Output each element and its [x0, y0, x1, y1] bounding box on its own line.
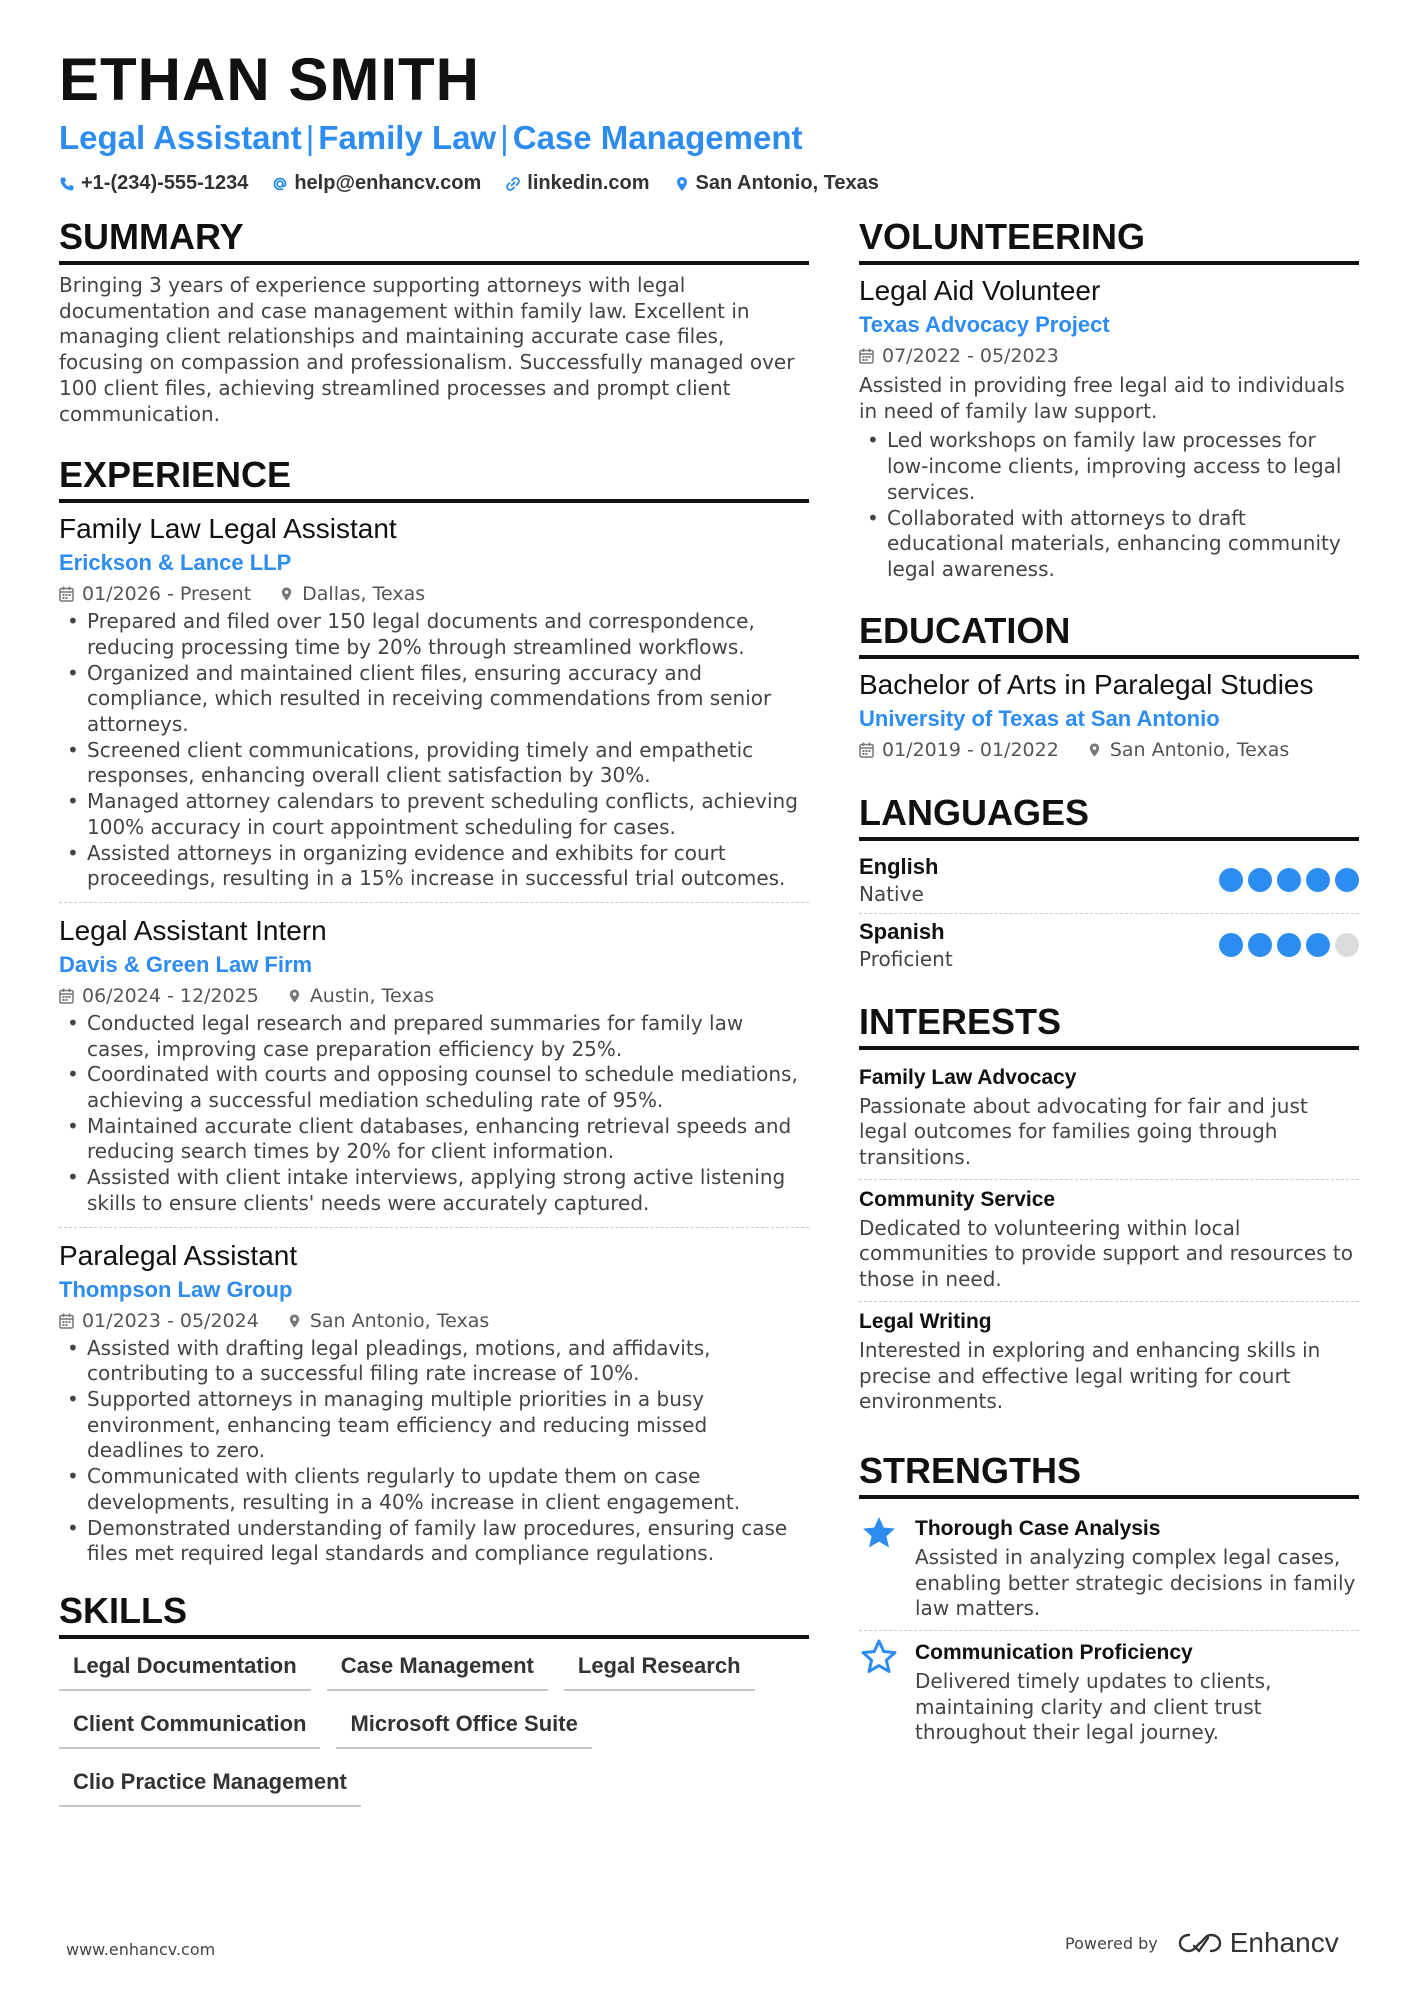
school-name: University of Texas at San Antonio — [859, 705, 1220, 731]
education-meta — [859, 735, 1359, 765]
skills-section — [59, 1589, 809, 1807]
skill-tag: Clio Practice Management — [59, 1763, 361, 1807]
location-text: Austin, Texas — [309, 984, 435, 1007]
contact-location — [674, 172, 879, 195]
strengths-section — [859, 1449, 1359, 1754]
bullet-item: • Conducted legal research and prepared summaries for family law cases, improving case preparation efficiency by 25%. — [59, 1011, 809, 1062]
bullet-item: • Assisted with drafting legal pleadings, motions, and affidavits, contributing to a successful filing rate increase of 10%. — [59, 1336, 809, 1387]
location-pin-icon — [279, 586, 294, 602]
right-column — [859, 215, 1359, 1754]
job-meta — [59, 981, 809, 1011]
job-title: Legal Assistant Intern — [59, 914, 327, 946]
rating-dot-filled — [1335, 868, 1359, 892]
link-icon — [505, 176, 521, 192]
linkedin-link: linkedin.com — [527, 172, 650, 194]
interest-item — [859, 1058, 1359, 1180]
skill-tag: Microsoft Office Suite — [336, 1705, 591, 1749]
location-pin-icon — [287, 1313, 302, 1329]
footer-website[interactable]: www.enhancv.com — [66, 1940, 216, 1959]
bullet-item: • Communicated with clients regularly to update them on case developments, resulting in a 40% increase in client engagement. — [59, 1464, 809, 1515]
language-level: Proficient — [859, 946, 953, 971]
rating-dot-filled — [1248, 868, 1272, 892]
location-pin-icon — [1087, 742, 1102, 758]
education-section — [859, 609, 1359, 765]
company-name: Erickson & Lance LLP — [59, 550, 292, 576]
calendar-icon — [859, 742, 874, 758]
star-outline-icon — [859, 1637, 899, 1677]
job-meta — [59, 1306, 809, 1336]
location-text: Dallas, Texas — [302, 583, 426, 606]
degree: Bachelor of Arts in Paralegal Studies — [859, 668, 1314, 700]
bullet-item: • Assisted attorneys in organizing evidence and exhibits for court proceedings, resulting in a 15% increase in successful trial outcomes. — [59, 841, 809, 892]
brand-logo[interactable] — [1178, 1927, 1339, 1959]
bullet-item: • Managed attorney calendars to prevent scheduling conflicts, achieving 100% accuracy in court appointment scheduling for cases. — [59, 789, 809, 840]
calendar-icon — [59, 1313, 74, 1329]
at-icon — [272, 176, 288, 192]
star-filled-icon — [859, 1513, 899, 1553]
location-text: San Antonio, Texas — [695, 172, 879, 194]
language-info — [859, 853, 938, 907]
volunteer-role: Legal Aid Volunteer — [859, 275, 1101, 306]
dates-text: 01/2026 - Present — [82, 583, 252, 606]
job-location — [279, 579, 425, 609]
bullet-item: • Led workshops on family law processes for low-income clients, improving access to legal services. — [859, 428, 1359, 505]
rating-dot-filled — [1277, 868, 1301, 892]
company-name: Davis & Green Law Firm — [59, 951, 313, 977]
phone-icon — [59, 176, 75, 192]
interest-item — [859, 1302, 1359, 1423]
job-title: Family Law Legal Assistant — [59, 513, 397, 545]
job-location — [287, 981, 434, 1011]
language-rating — [1219, 933, 1359, 957]
calendar-icon — [59, 586, 74, 602]
experience-section — [59, 453, 809, 1577]
summary-section — [59, 215, 809, 427]
enhancv-logo-icon — [1178, 1932, 1222, 1954]
language-info — [859, 918, 953, 972]
brand-name: Enhancv — [1229, 1927, 1339, 1958]
company-name: Thompson Law Group — [59, 1276, 293, 1302]
dates-text: 06/2024 - 12/2025 — [82, 984, 259, 1007]
volunteer-bullets — [859, 428, 1359, 582]
bullet-item: • Screened client communications, providing timely and empathetic responses, enhancing overall client satisfaction by 30%. — [59, 738, 809, 789]
job-bullets — [59, 1011, 809, 1217]
rating-dot-filled — [1219, 933, 1243, 957]
location-text: San Antonio, Texas — [309, 1309, 490, 1332]
bullet-item: • Maintained accurate client databases, enhancing retrieval speeds and reducing search times by 20% for client information. — [59, 1114, 809, 1165]
interest-title: Legal Writing — [859, 1309, 992, 1333]
job-meta — [59, 579, 809, 609]
strength-title: Thorough Case Analysis — [915, 1516, 1161, 1540]
rating-dot-empty — [1335, 933, 1359, 957]
dates-text: 01/2019 - 01/2022 — [882, 738, 1059, 761]
left-column — [59, 215, 809, 1807]
language-rating — [1219, 868, 1359, 892]
interests-section — [859, 1000, 1359, 1423]
experience-entry — [59, 1238, 809, 1577]
skill-tag: Client Communication — [59, 1705, 320, 1749]
volunteer-meta — [859, 341, 1359, 371]
bullet-item: • Demonstrated understanding of family law procedures, ensuring case files met required legal standards and compliance regulations. — [59, 1516, 809, 1567]
email-address: help@enhancv.com — [294, 172, 482, 194]
powered-by-label: Powered by — [1065, 1933, 1158, 1953]
contact-phone[interactable] — [59, 172, 248, 195]
bullet-item: • Collaborated with attorneys to draft educational materials, enhancing community legal awareness. — [859, 506, 1359, 583]
dates-text: 07/2022 - 05/2023 — [882, 345, 1059, 367]
phone-number: +1-(234)-555-1234 — [81, 172, 249, 194]
section-heading-experience: EXPERIENCE — [59, 453, 809, 503]
section-heading-strengths: STRENGTHS — [859, 1449, 1359, 1499]
calendar-icon — [59, 988, 74, 1004]
contact-linkedin[interactable] — [505, 172, 649, 195]
skill-tag: Legal Documentation — [59, 1647, 311, 1691]
job-dates — [59, 579, 251, 609]
experience-entry — [59, 913, 809, 1228]
candidate-name: ETHAN SMITH — [59, 46, 480, 113]
rating-dot-filled — [1219, 868, 1243, 892]
skill-tag: Legal Research — [564, 1647, 755, 1691]
bullet-item: • Assisted with client intake interviews, applying strong active listening skills to ensure clients' needs were accurately captured. — [59, 1165, 809, 1216]
interest-text: Dedicated to volunteering within local communities to provide support and resources to those in need. — [859, 1215, 1353, 1292]
language-name: Spanish — [859, 918, 945, 944]
headline-separator: | — [500, 119, 509, 156]
interest-title: Community Service — [859, 1187, 1056, 1211]
bullet-item: • Supported attorneys in managing multiple priorities in a busy environment, enhancing team efficiency and reducing missed deadlines to zero. — [59, 1387, 809, 1464]
language-row — [859, 914, 1359, 978]
experience-entry — [59, 511, 809, 903]
section-heading-volunteering: VOLUNTEERING — [859, 215, 1359, 265]
volunteer-org: Texas Advocacy Project — [859, 312, 1110, 337]
location-pin-icon — [287, 988, 302, 1004]
languages-section — [859, 791, 1359, 978]
strength-item — [859, 1631, 1359, 1754]
headline-part: Family Law — [318, 119, 497, 156]
rating-dot-filled — [1306, 868, 1330, 892]
section-heading-education: EDUCATION — [859, 609, 1359, 659]
rating-dot-filled — [1248, 933, 1272, 957]
job-location — [287, 1306, 489, 1336]
strength-body — [915, 1637, 1359, 1746]
education-location — [1087, 735, 1289, 765]
summary-text: Bringing 3 years of experience supporting attorneys with legal documentation and case management within family law. Excellent in managing client relationships and maintaining accurate case files, focusing on compassion and professionalism. Successfully managed over 100 client files, achieving streamlined processes and prompt client communication. — [59, 273, 795, 426]
strength-text: Assisted in analyzing complex legal cases, enabling better strategic decisions in family law matters. — [915, 1544, 1356, 1621]
headline — [59, 118, 1359, 158]
interest-title: Family Law Advocacy — [859, 1065, 1077, 1089]
bullet-item: • Organized and maintained client files, ensuring accuracy and compliance, which resulted in receiving commendations from senior attorneys. — [59, 661, 809, 738]
section-heading-languages: LANGUAGES — [859, 791, 1359, 841]
job-bullets — [59, 609, 809, 892]
skills-list — [59, 1647, 799, 1807]
volunteer-description: Assisted in providing free legal aid to individuals in need of family law support. — [859, 373, 1345, 423]
skill-tag: Case Management — [327, 1647, 548, 1691]
dates-text: 01/2023 - 05/2024 — [82, 1309, 259, 1332]
language-name: English — [859, 853, 939, 879]
section-heading-skills: SKILLS — [59, 1589, 809, 1639]
interest-text: Interested in exploring and enhancing skills in precise and effective legal writing for court environments. — [859, 1337, 1321, 1414]
interest-text: Passionate about advocating for fair and just legal outcomes for families going through transitions. — [859, 1093, 1308, 1170]
section-heading-interests: INTERESTS — [859, 1000, 1359, 1050]
strength-title: Communication Proficiency — [915, 1641, 1193, 1665]
volunteer-dates — [859, 341, 1059, 371]
strength-text: Delivered timely updates to clients, maintaining clarity and client trust throughout their legal journey. — [915, 1669, 1272, 1745]
bullet-item: • Prepared and filed over 150 legal documents and correspondence, reducing processing time by 20% through streamlined workflows. — [59, 609, 809, 660]
interest-item — [859, 1180, 1359, 1302]
education-dates — [859, 735, 1059, 765]
header — [59, 46, 1359, 195]
section-heading-summary: SUMMARY — [59, 215, 809, 265]
location-text: San Antonio, Texas — [1109, 738, 1290, 761]
headline-part: Legal Assistant — [59, 119, 302, 156]
volunteering-section — [859, 215, 1359, 583]
job-dates — [59, 981, 259, 1011]
location-pin-icon — [674, 176, 690, 192]
language-level: Native — [859, 881, 924, 906]
bullet-item: • Coordinated with courts and opposing counsel to schedule mediations, achieving a successful mediation scheduling rate of 95%. — [59, 1062, 809, 1113]
job-bullets — [59, 1336, 809, 1567]
language-row — [859, 849, 1359, 914]
headline-part: Case Management — [512, 119, 803, 156]
contact-bar — [59, 172, 1359, 195]
rating-dot-filled — [1306, 933, 1330, 957]
contact-email[interactable] — [272, 172, 481, 195]
job-dates — [59, 1306, 259, 1336]
strength-body — [915, 1513, 1359, 1622]
strength-item — [859, 1507, 1359, 1631]
job-title: Paralegal Assistant — [59, 1239, 298, 1271]
rating-dot-filled — [1277, 933, 1301, 957]
headline-separator: | — [305, 119, 315, 156]
calendar-icon — [859, 348, 874, 364]
footer-branding — [1065, 1927, 1339, 1959]
